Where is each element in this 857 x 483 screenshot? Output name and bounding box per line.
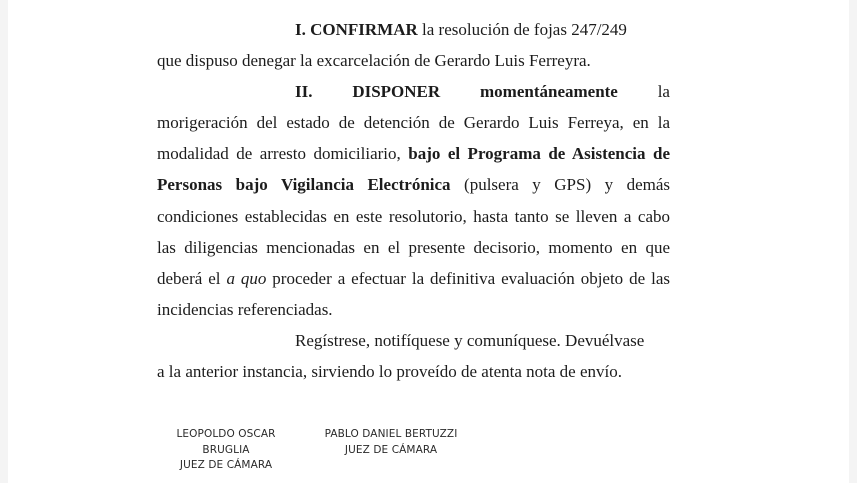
- signature-name-line: BRUGLIA: [202, 443, 250, 456]
- confirmar-heading: I. CONFIRMAR: [295, 20, 418, 39]
- signature-title: JUEZ DE CÁMARA: [179, 459, 273, 471]
- resolution-body: [157, 14, 670, 387]
- page-edge-left: [0, 0, 8, 483]
- signature-name-line: PABLO DANIEL BERTUZZI: [324, 428, 458, 440]
- program-name: bajo el Programa de Asistencia de Personas bajo Vigilancia Electrónica: [157, 144, 670, 195]
- disponer-heading: DISPONER: [352, 82, 441, 102]
- roman-two: II.: [295, 82, 313, 102]
- disponer-text-1: morigeración del estado de detención de Gerardo Luis Ferreya, en la modalidad de arresto domiciliario,: [157, 113, 670, 164]
- disponer-heading-row: [157, 76, 670, 107]
- paragraph-registrese: [157, 325, 670, 356]
- article-la: la: [657, 82, 670, 102]
- disponer-text-2: (pulsera y GPS) y demás condiciones establecidas en este resolutorio, hasta tanto se lleven a cabo las diligencias mencionadas en el presente decisorio, momento en que deberá el: [157, 175, 670, 288]
- paragraph-confirmar: [157, 14, 670, 45]
- a-quo-term: a quo: [226, 268, 267, 288]
- signature-name-line: LEOPOLDO OSCAR: [176, 428, 276, 440]
- paragraph-confirmar-line-2: que dispuso denegar la excarcelación de Gerardo Luis Ferreyra.: [157, 51, 591, 71]
- momentaneamente-word: momentáneamente: [480, 82, 618, 102]
- registrese-line-2: a la anterior instancia, sirviendo lo proveído de atenta nota de envío.: [157, 362, 622, 382]
- paragraph-disponer: [157, 107, 670, 325]
- disponer-text-3: proceder a efectuar la definitiva evaluación objeto de las incidencias referenciadas.: [157, 268, 670, 319]
- signature-bertuzzi: [315, 427, 467, 458]
- signature-bruglia: [166, 427, 286, 474]
- page-edge-right: [849, 0, 857, 483]
- signature-title: JUEZ DE CÁMARA: [344, 443, 438, 456]
- registrese-line-1: Regístrese, notifíquese y comuníquese. Devuélvase: [295, 330, 645, 350]
- paragraph-1-line-1: la resolución de fojas 247/249: [417, 20, 627, 39]
